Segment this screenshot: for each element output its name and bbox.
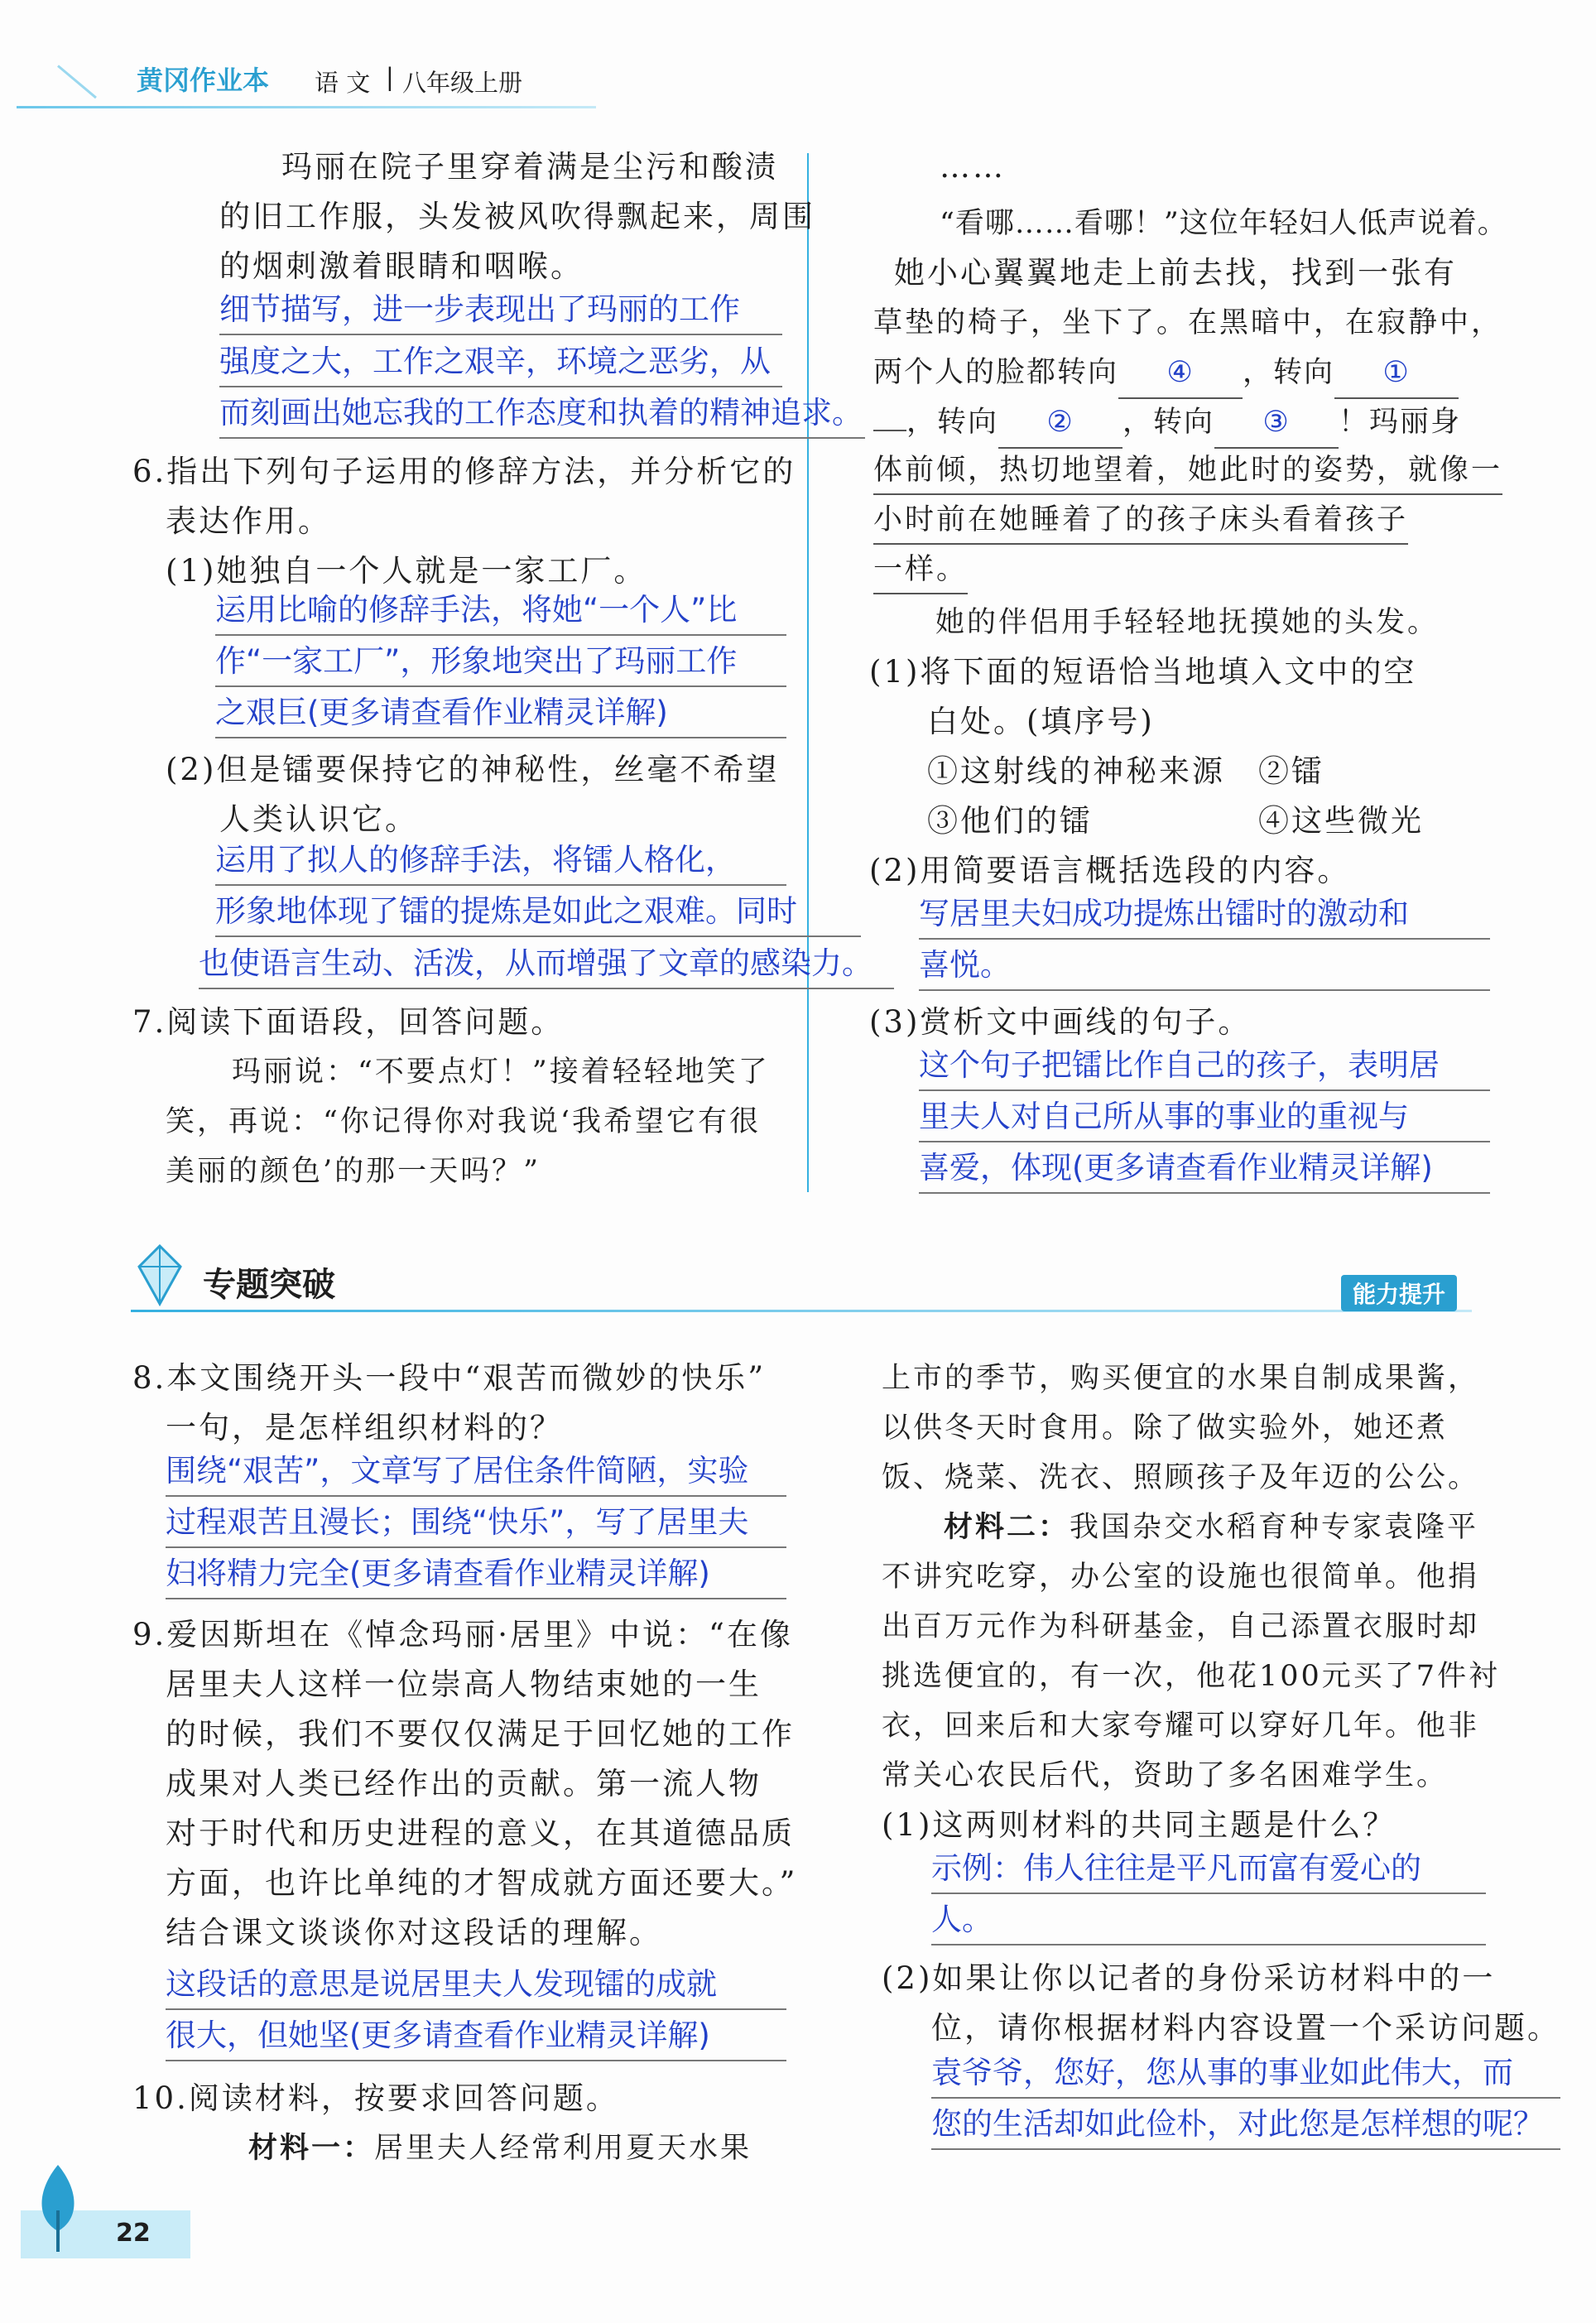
q7-passage: 玛丽说：“不要点灯！”接着轻轻地笑了: [232, 1056, 770, 1089]
q7-passage: ……: [940, 149, 1006, 185]
answer-line: 运用比喻的修辞手法，将她“一个人”比: [215, 586, 786, 636]
q10-sub2: 位，请你根据材料内容设置一个采访问题。: [931, 2010, 1560, 2046]
fill-blank-4: ③: [1214, 397, 1339, 449]
answer-line: 这个句子把镭比作自己的孩子，表明居: [919, 1041, 1490, 1091]
section-badge: 能力提升: [1341, 1275, 1457, 1311]
material-2-text: 挑选便宜的，有一次，他花100元买了7件衬: [882, 1660, 1501, 1693]
answer-line: 细节描写，进一步表现出了玛丽的工作: [219, 286, 782, 335]
q7-fill-sentence: [873, 348, 1459, 399]
underlined-sentence: 一样。: [873, 546, 968, 594]
q7-fill-sentence: [873, 397, 1461, 449]
answer-line: 这段话的意思是说居里夫人发现镭的成就: [166, 1960, 786, 2010]
header-diagonal: [57, 65, 97, 99]
q7-sub1: (1)将下面的短语恰当地填入文中的空: [869, 654, 1417, 690]
fill-end: ！玛丽身: [1339, 406, 1462, 439]
q7-passage: 草垫的椅子，坐下了。在黑暗中，在寂静中，: [873, 306, 1503, 339]
q6-stem: 6.指出下列句子运用的修辞方法，并分析它的: [132, 454, 796, 489]
answer-line: 喜悦。: [919, 941, 1490, 991]
material-1-text: 饭、烧菜、洗衣、照顾孩子及年迈的公公。: [882, 1461, 1480, 1494]
section-title: 专题突破: [203, 1266, 335, 1304]
q6-sub2: (2)但是镭要保持它的神秘性，丝毫不希望: [166, 752, 780, 787]
header-separator: |: [386, 63, 394, 91]
fill-prefix: 两个人的脸都转向: [873, 356, 1119, 389]
quote-line: 玛丽在院子里穿着满是尘污和酸渍: [281, 149, 778, 185]
answer-line: 很大，但她坚(更多请查看作业精灵详解): [166, 2012, 786, 2061]
column-divider: [807, 153, 809, 1192]
q7-sub2: (2)用简要语言概括选段的内容。: [869, 853, 1351, 888]
tree-icon: [29, 2161, 87, 2252]
option: ④这些微光: [1258, 803, 1424, 839]
q10-sub1: (1)这两则材料的共同主题是什么？: [882, 1807, 1396, 1843]
q7-passage: 美丽的颜色’的那一天吗？”: [166, 1155, 541, 1188]
answer-line: 强度之大，工作之艰辛，环境之恶劣，从: [219, 338, 782, 387]
answer-line: 人。: [931, 1896, 1486, 1945]
material-2-text: 出百万元作为科研基金，自己添置衣服时却: [882, 1610, 1480, 1643]
option: ①这射线的神秘来源: [927, 753, 1225, 789]
q9-stem: 对于时代和历史进程的意义，在其道德品质: [166, 1816, 795, 1851]
material-2-text: 常关心农民后代，资助了多名困难学生。: [882, 1759, 1449, 1792]
q7-passage: 笑，再说：“你记得你对我说‘我希望它有很: [166, 1105, 762, 1138]
q9-stem: 成果对人类已经作出的贡献。第一流人物: [166, 1766, 762, 1801]
q7-passage: 她小心翼翼地走上前去找，找到一张有: [894, 255, 1457, 291]
answer-line: 而刻画出她忘我的工作态度和执着的精神追求。: [219, 389, 865, 439]
material-2: [944, 1503, 1478, 1552]
q6-sub1: (1)她独自一个人就是一家工厂。: [166, 553, 647, 589]
fill-blank-2: ①: [1334, 348, 1459, 399]
answer-line: 里夫人对自己所从事的事业的重视与: [919, 1093, 1490, 1142]
material-1-text: 居里夫人经常利用夏天水果: [374, 2132, 752, 2165]
q6-sub2: 人类认识它。: [219, 801, 418, 837]
material-2-text: 我国杂交水稻育种专家袁隆平: [1070, 1511, 1479, 1544]
fill-mid: ，转向: [1122, 406, 1215, 439]
material-2-text: 不讲究吃穿，办公室的设施也很简单。他捐: [882, 1561, 1480, 1594]
material-2-text: 衣，回来后和大家夸耀可以穿好几年。他非: [882, 1710, 1480, 1743]
answer-line: 喜爱，体现(更多请查看作业精灵详解): [919, 1144, 1490, 1194]
q9-stem: 结合课文谈谈你对这段话的理解。: [166, 1915, 662, 1950]
answer-line: 运用了拟人的修辞手法，将镭人格化，: [215, 836, 786, 886]
answer-line: 您的生活却如此俭朴，对此您是怎样想的呢？: [931, 2100, 1560, 2150]
fill-mid: ，转向: [906, 406, 999, 439]
quote-line: 的旧工作服，头发被风吹得飘起来，周围: [219, 199, 815, 234]
material-1-text: 以供冬天时食用。除了做实验外，她还煮: [882, 1412, 1449, 1445]
answer-line: 形象地体现了镭的提炼是如此之艰难。同时: [215, 887, 861, 937]
q9-stem: 的时候，我们不要仅仅满足于回忆她的工作: [166, 1716, 795, 1752]
q9-stem: 方面，也许比单纯的才智成就方面还要大。”: [166, 1865, 798, 1901]
page-number: 22: [116, 2219, 151, 2248]
q10-sub2: (2)如果让你以记者的身份采访材料中的一: [882, 1960, 1496, 1996]
material-1-text: 上市的季节，购买便宜的水果自制成果酱，: [882, 1362, 1480, 1395]
answer-line: 围绕“艰苦”，文章写了居住条件简陋，实验: [166, 1447, 786, 1497]
material-1-label: 材料一：: [248, 2132, 375, 2165]
fill-blank-cont: [873, 430, 906, 431]
option: ②镭: [1258, 753, 1324, 789]
answer-line: 也使语言生动、活泼，从而增强了文章的感染力。: [199, 940, 894, 989]
answer-line: 写居里夫妇成功提炼出镭时的激动和: [919, 890, 1490, 940]
header-grade: 八年级上册: [402, 69, 523, 97]
q7-sub3: (3)赏析文中画线的句子。: [869, 1004, 1252, 1040]
q9-stem: 9.爱因斯坦在《悼念玛丽·居里》中说：“在像: [132, 1617, 793, 1652]
q7-passage: 她的伴侣用手轻轻地抚摸她的头发。: [935, 606, 1440, 639]
q7-passage: “看哪……看哪！”这位年轻妇人低声说着。: [940, 207, 1507, 240]
fill-blank-3: ②: [998, 397, 1122, 449]
answer-line: 之艰巨(更多请查看作业精灵详解): [215, 689, 786, 738]
header-subject: 语 文: [315, 69, 371, 97]
answer-line: 袁爷爷，您好，您从事的事业如此伟大，而: [931, 2049, 1560, 2099]
underlined-sentence: 体前倾，热切地望着，她此时的姿势，就像一: [873, 447, 1502, 495]
material-2-label: 材料二：: [944, 1511, 1070, 1544]
section-line: [131, 1310, 1472, 1312]
answer-line: 作“一家工厂”，形象地突出了玛丽工作: [215, 637, 786, 687]
answer-line: 过程艰苦且漫长；围绕“快乐”，写了居里夫: [166, 1498, 786, 1548]
q10-stem: 10.阅读材料，按要求回答问题。: [132, 2080, 619, 2116]
q7-sub1: 白处。(填序号): [927, 704, 1155, 739]
header-line: [17, 106, 596, 108]
quote-line: 的烟刺激着眼睛和咽喉。: [219, 248, 584, 284]
fill-blank-1: ④: [1118, 348, 1243, 399]
q6-stem: 表达作用。: [166, 503, 331, 539]
q9-stem: 居里夫人这样一位崇高人物结束她的一生: [166, 1666, 762, 1702]
material-1: [248, 2123, 752, 2173]
option: ③他们的镭: [927, 803, 1093, 839]
fill-mid: ，转向: [1243, 356, 1335, 389]
header-brand: 黄冈作业本: [137, 65, 270, 96]
underlined-sentence: 小时前在她睡着了的孩子床头看着孩子: [873, 497, 1408, 545]
q7-stem: 7.阅读下面语段，回答问题。: [132, 1004, 565, 1040]
answer-line: 妇将精力完全(更多请查看作业精灵详解): [166, 1550, 786, 1599]
answer-line: 示例：伟人往往是平凡而富有爱心的: [931, 1844, 1486, 1894]
q8-stem: 一句，是怎样组织材料的？: [166, 1410, 563, 1445]
q8-stem: 8.本文围绕开头一段中“艰苦而微妙的快乐”: [132, 1360, 767, 1396]
section-icon: [131, 1242, 189, 1308]
